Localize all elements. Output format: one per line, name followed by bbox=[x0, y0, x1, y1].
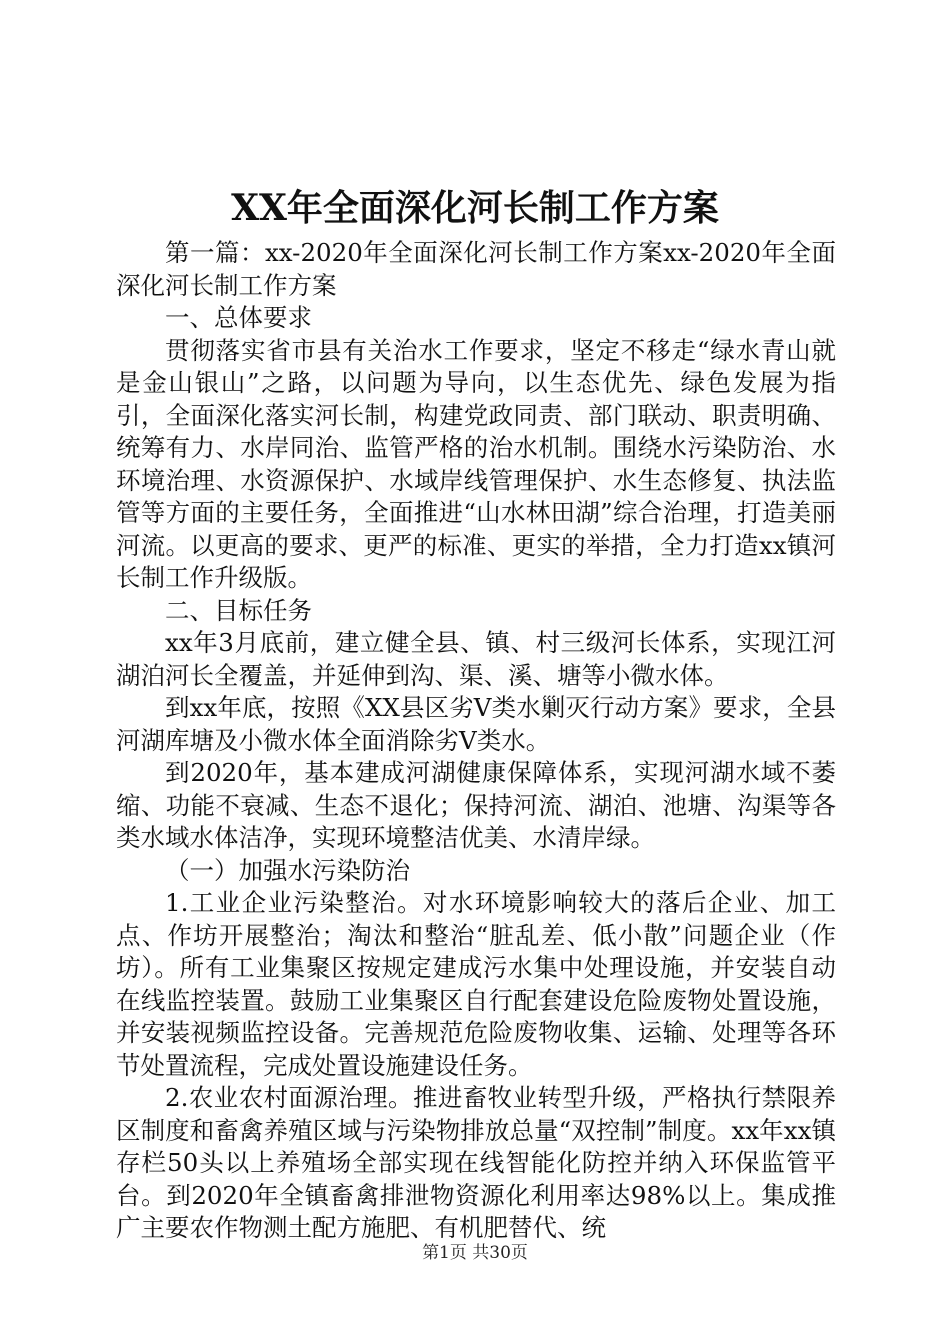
body-paragraph: 1.工业企业污染整治。对水环境影响较大的落后企业、加工点、作坊开展整治；淘汰和整治“脏乱差、低小散”问题企业（作坊）。所有工业集聚区按规定建成污水集中处理设施，并安装自动在线监控装置。鼓励工业集聚区自行配套建设危险废物处置设施，并安装视频监控设备。完善规范危险废物收集、运输、处理等各环节处置流程，完成处置设施建设任务。 bbox=[116, 888, 836, 1080]
body-paragraph: 到2020年，基本建成河湖健康保障体系，实现河湖水域不萎缩、功能不衰减、生态不退化；保持河流、湖泊、池塘、沟渠等各类水域水体洁净，实现环境整洁优美、水清岸绿。 bbox=[116, 758, 836, 852]
intro-paragraph: 第一篇：xx-2020年全面深化河长制工作方案xx-2020年全面深化河长制工作方案 bbox=[116, 238, 836, 300]
body-paragraph: 贯彻落实省市县有关治水工作要求，坚定不移走“绿水青山就是金山银山”之路，以问题为导向，以生态优先、绿色发展为指引，全面深化落实河长制，构建党政同责、部门联动、职责明确、统筹有力、水岸同治、监管严格的治水机制。围绕水污染防治、水环境治理、水资源保护、水域岸线管理保护、水生态修复、执法监管等方面的主要任务，全面推进“山水林田湖”综合治理，打造美丽河流。以更高的要求、更严的标准、更实的举措，全力打造xx镇河长制工作升级版。 bbox=[116, 335, 836, 592]
section-heading: 一、总体要求 bbox=[165, 303, 312, 332]
page-number-footer: 第1页 共30页 bbox=[422, 1243, 528, 1263]
body-paragraph: 到xx年底，按照《XX县区劣Ⅴ类水剿灭行动方案》要求，全县河湖库塘及小微水体全面消除劣Ⅴ类水。 bbox=[116, 693, 836, 755]
subsection-heading: （一）加强水污染防治 bbox=[165, 855, 410, 885]
section-heading: 二、目标任务 bbox=[165, 595, 312, 625]
document-title: XX年全面深化河长制工作方案 bbox=[231, 187, 719, 229]
body-paragraph: xx年3月底前，建立健全县、镇、村三级河长体系，实现江河湖泊河长全覆盖，并延伸到沟、渠、溪、塘等小微水体。 bbox=[116, 628, 836, 690]
body-paragraph: 2.农业农村面源治理。推进畜牧业转型升级，严格执行禁限养区制度和畜禽养殖区域与污染物排放总量“双控制”制度。xx年xx镇存栏50头以上养殖场全部实现在线智能化防控并纳入环保监管平台。到2020年全镇畜禽排泄物资源化利用率达98%以上。集成推广主要农作物测土配方施肥、有机肥替代、统 bbox=[116, 1083, 836, 1242]
document-body bbox=[116, 237, 836, 1245]
